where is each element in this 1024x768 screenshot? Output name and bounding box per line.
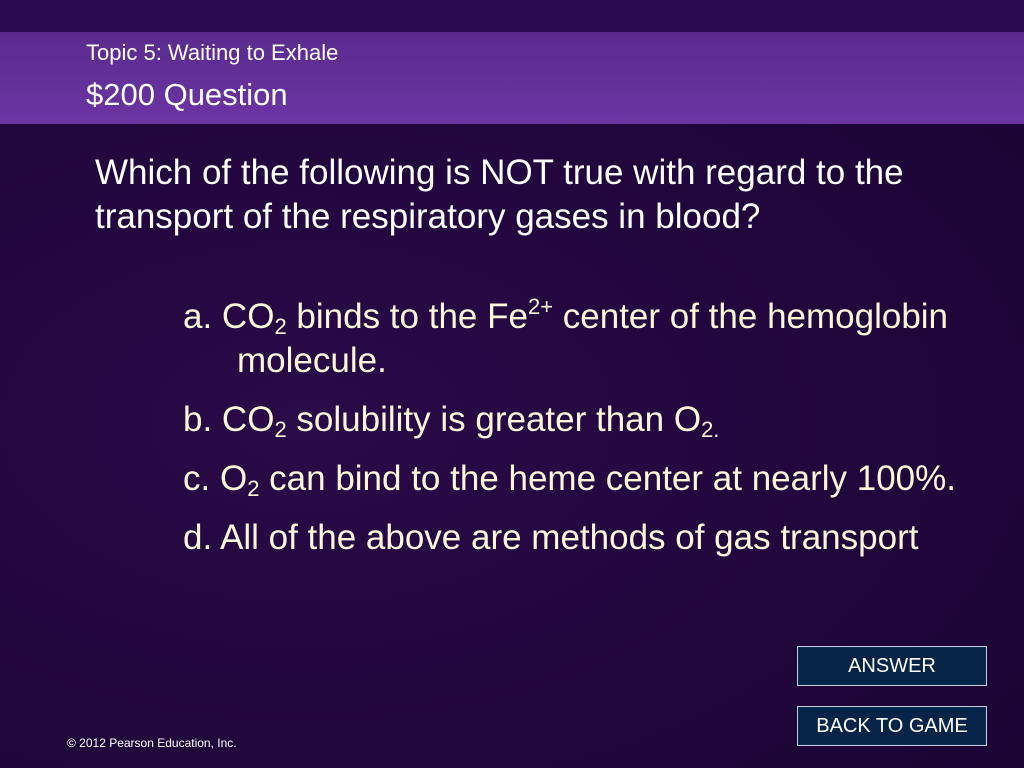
option-d-letter: d.: [183, 518, 213, 557]
option-b-co: CO: [212, 400, 275, 439]
option-b-mid: solubility is greater than O: [286, 400, 702, 439]
question-text: Which of the following is NOT true with regard to the transport of the respiratory gases in blood?: [95, 153, 904, 236]
option-c-end: can bind to the heme center at nearly 100%.: [259, 459, 956, 498]
question-value-title: $200 Question: [86, 77, 288, 112]
option-a-co: CO: [212, 297, 275, 336]
option-d: [183, 516, 963, 560]
option-a-mid: binds to the Fe: [286, 297, 528, 336]
topic-title: Topic 5: Waiting to Exhale: [86, 40, 339, 65]
option-a-end: center of the hemoglobin molecule.: [237, 297, 949, 380]
option-a: [183, 295, 963, 383]
copyright-text: © 2012 Pearson Education, Inc.: [67, 736, 237, 750]
option-a-letter: a.: [183, 297, 213, 336]
option-b-subscript-2: 2.: [701, 417, 720, 442]
option-c-letter: c.: [183, 459, 211, 498]
option-b-subscript: 2: [274, 417, 287, 442]
option-a-subscript: 2: [274, 314, 287, 339]
answer-button[interactable]: ANSWER: [797, 646, 987, 686]
option-c-subscript: 2: [247, 476, 260, 501]
top-strip: [0, 0, 1024, 32]
back-to-game-button[interactable]: BACK TO GAME: [797, 706, 987, 746]
option-d-text: All of the above are methods of gas transport: [212, 518, 919, 557]
option-a-superscript: 2+: [527, 294, 554, 319]
option-c: [183, 457, 963, 501]
options-list: [183, 295, 963, 575]
option-b: [183, 398, 963, 442]
option-c-o: O: [210, 459, 248, 498]
option-b-letter: b.: [183, 400, 213, 439]
